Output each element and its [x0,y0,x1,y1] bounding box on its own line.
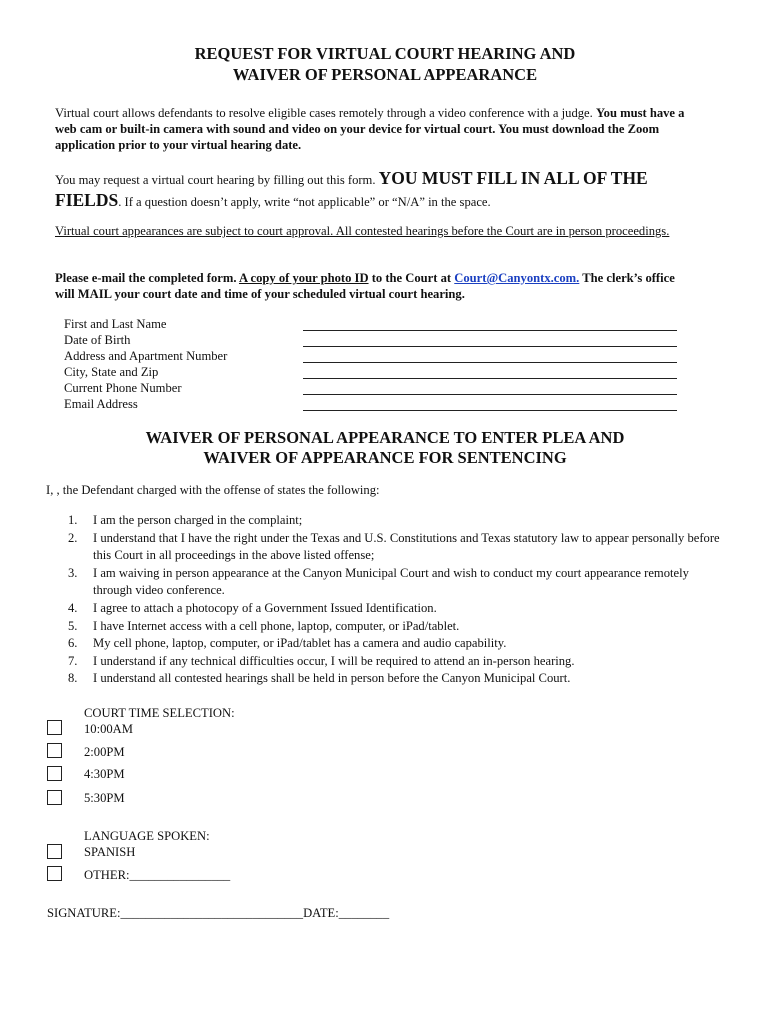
intro-paragraph [55,105,695,153]
intro-requirements: You must have a web cam or built-in camera with sound and video on your device for virtual court. You must download the Zoom application prior to your virtual hearing date. [55,106,685,152]
signature-date-line[interactable]: SIGNATURE:_____________________________DATE:________ [47,906,390,920]
list-item-text: My cell phone, laptop, computer, or iPad/tablet has a camera and audio capability. [93,636,507,651]
language-heading: LANGUAGE SPOKEN: [84,829,210,843]
list-item-text: I understand all contested hearings shall be held in person before the Canyon Municipal Court. [93,671,571,686]
waiver-items-list [64,512,724,688]
checkbox-language-spanish[interactable] [47,844,62,859]
photo-id-note: A copy of your photo ID [238,271,369,285]
checkbox-language-other[interactable] [47,866,62,881]
email-instruction-d: The clerk’s office will MAIL your court date and time of your scheduled virtual court hearing. [55,271,675,301]
email-instruction-a: Please e-mail the completed form. [55,271,237,285]
field-line-phone[interactable] [303,394,677,395]
field-line-dob[interactable] [303,346,677,347]
list-item [64,512,724,530]
option-label-spanish: SPANISH [84,845,136,859]
list-item-text: I have Internet access with a cell phone, laptop, computer, or iPad/tablet. [93,618,460,633]
list-item [64,530,724,565]
court-time-heading: COURT TIME SELECTION: [84,706,235,720]
list-item [64,635,724,653]
field-label-phone: Current Phone Number [64,381,182,395]
field-line-address[interactable] [303,362,677,363]
email-instructions [55,270,695,302]
defendant-statement: I, , the Defendant charged with the offense of states the following: [46,483,380,497]
instructions-tail: . If a question doesn’t apply, write “not applicable” or “N/A” in the space. [118,195,491,209]
instructions-text: You may request a virtual court hearing by filling out this form. [55,173,376,187]
list-item-text: I understand if any technical difficulties occur, I will be required to attend an in-person hearing. [93,653,575,668]
field-label-city: City, State and Zip [64,365,159,379]
list-item [64,618,724,636]
list-item-number: 5. [68,618,78,633]
list-item-text: I understand that I have the right under the Texas and U.S. Constitutions and Texas statutory law to appear personally before this Court in all proceedings in the above listed offense; [93,530,720,563]
list-item-number: 3. [68,565,78,580]
list-item-text: I am the person charged in the complaint; [93,513,303,527]
list-item-number: 6. [68,636,78,651]
checkbox-time-430pm[interactable] [47,766,62,781]
instructions-paragraph [55,168,695,212]
field-label-name: First and Last Name [64,317,167,331]
list-item-number: 8. [68,671,78,686]
list-item-number: 1. [68,513,78,527]
approval-notice: Virtual court appearances are subject to court approval. All contested hearings before the Court are in person proceedings. [55,224,670,238]
field-label-address: Address and Apartment Number [64,349,228,363]
checkbox-time-10am[interactable] [47,720,62,735]
instructions-emphasis: YOU MUST FILL IN ALL OF THE FIELDS [55,168,648,210]
field-line-name[interactable] [303,330,677,331]
form-title-line-1: REQUEST FOR VIRTUAL COURT HEARING AND [194,44,576,63]
list-item-text: I agree to attach a photocopy of a Government Issued Identification. [93,600,437,615]
field-label-email: Email Address [64,397,138,411]
court-email-link[interactable]: Court@Canyontx.com. [454,271,580,285]
checkbox-time-2pm[interactable] [47,743,62,758]
list-item-number: 2. [68,530,78,545]
field-line-email[interactable] [303,410,677,411]
form-title-line-2: WAIVER OF PERSONAL APPEARANCE [232,65,538,84]
option-label-530pm: 5:30PM [84,791,125,805]
list-item [64,565,724,600]
list-item-text: I am waiving in person appearance at the Canyon Municipal Court and wish to conduct my court appearance remotely through video conference. [93,565,689,598]
option-label-other[interactable]: OTHER:________________ [84,868,231,882]
email-instruction-c: to the Court at [371,271,452,285]
option-label-2pm: 2:00PM [84,745,125,759]
checkbox-time-530pm[interactable] [47,790,62,805]
waiver-title-line-1: WAIVER OF PERSONAL APPEARANCE TO ENTER PLEA AND [145,428,625,447]
waiver-title-line-2: WAIVER OF APPEARANCE FOR SENTENCING [203,448,567,467]
list-item [64,670,724,688]
list-item [64,653,724,671]
option-label-430pm: 4:30PM [84,767,125,781]
list-item [64,600,724,618]
list-item-number: 7. [68,653,78,668]
option-label-10am: 10:00AM [84,722,133,736]
list-item-number: 4. [68,600,78,615]
intro-text: Virtual court allows defendants to resolve eligible cases remotely through a video conference with a judge. [55,106,593,120]
field-label-dob: Date of Birth [64,333,131,347]
field-line-city[interactable] [303,378,677,379]
